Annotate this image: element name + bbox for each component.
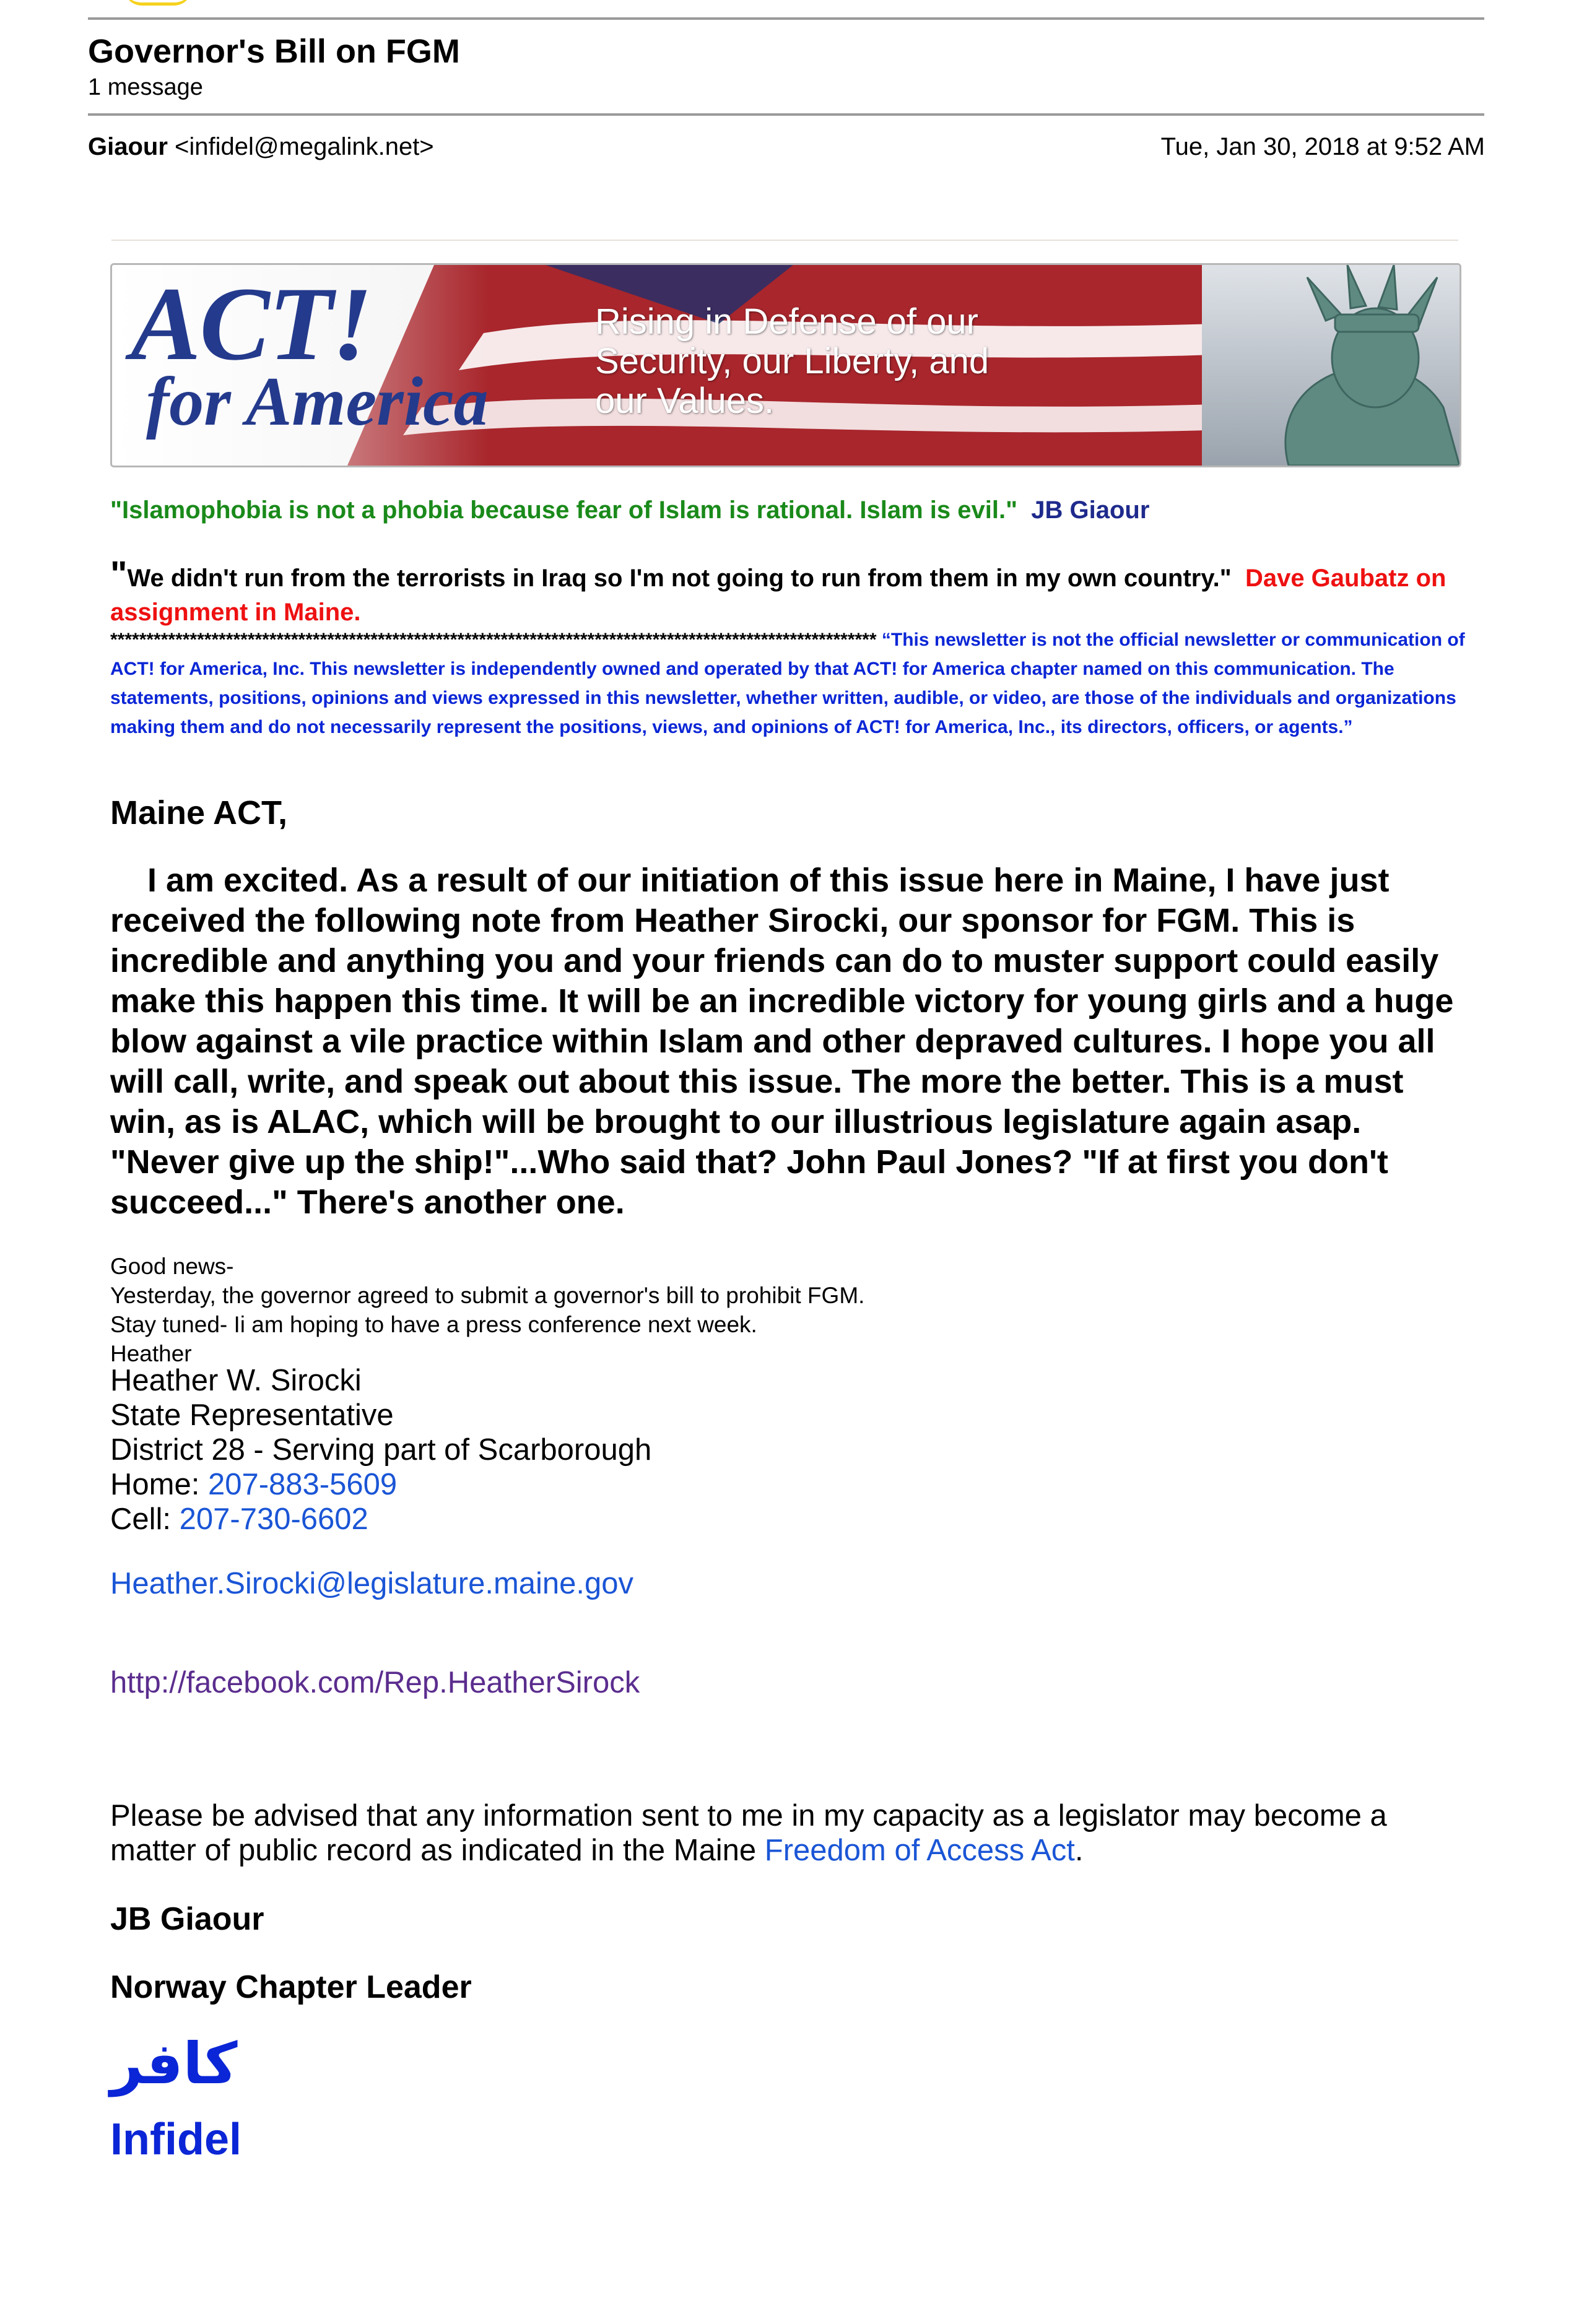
quote-1-author: JB Giaour <box>1031 496 1150 524</box>
signature-title: State Representative <box>110 1398 394 1432</box>
closing-name: JB Giaour <box>110 1901 264 1937</box>
sender-name: Giaour <box>88 133 168 160</box>
sender[interactable] <box>88 133 434 161</box>
disclaimer-text: “This newsletter is not the official newsletter or communication of ACT! for America, Inc. This newsletter is independently owned and operated by that ACT! for America chapter named on this communication. The statements, positions, opinions and views expressed in this newsletter, whether written, audible, or video, are those of the individuals and organizations making them and do not necessarily represent the positions, views, and opinions of ACT! for America, Inc., its directors, officers, or agents.” <box>110 630 1465 737</box>
act-for-america-banner <box>110 263 1461 467</box>
cell-label: Cell: <box>110 1502 180 1536</box>
body-paragraph: I am excited. As a result of our initiation of this issue here in Maine, I have just received the following note from Heather Sirocki, our sponsor for FGM. This is incredible and anything you and your friends can do to muster support could easily make this happen this time. It will be an incredible victory for young girls and a huge blow against a vile practice within Islam and other depraved cultures. I hope you all will call, write, and speak out about this issue. The more the better. This is a must win, as is ALAC, which will be brought to our illustrious legislature again asap. "Never give up the ship!"...Who said that? John Paul Jones? "If at first you don't succeed..." There's another one. <box>110 862 1454 1221</box>
freedom-of-access-act-link[interactable]: Freedom of Access Act <box>764 1834 1075 1867</box>
closing-role: Norway Chapter Leader <box>110 1969 472 2005</box>
note-line-2: Yesterday, the governor agreed to submit a governor's bill to prohibit FGM. <box>110 1283 865 1308</box>
home-label: Home: <box>110 1468 208 1501</box>
closing-arabic-word: كافر <box>110 2031 238 2097</box>
forwarded-note <box>110 1252 864 1368</box>
header-divider <box>88 113 1484 116</box>
content-divider <box>111 240 1458 241</box>
closing-english-word: Infidel <box>110 2115 241 2164</box>
email-subject: Governor's Bill on FGM <box>88 33 460 70</box>
quote-2-text: We didn't run from the terrorists in Iraq so I'm not going to run from them in my own country." <box>127 565 1232 592</box>
note-line-3: Stay tuned- Ii am hoping to have a press conference next week. <box>110 1312 757 1337</box>
quote-islamophobia <box>110 496 1149 524</box>
signature-cell <box>110 1502 651 1537</box>
signature-home <box>110 1467 651 1502</box>
header-logo-arc <box>124 0 192 6</box>
quote-2-open-mark: " <box>110 554 128 594</box>
body-greeting: Maine ACT, <box>110 794 288 831</box>
note-line-1: Good news- <box>110 1254 234 1279</box>
newsletter-disclaimer <box>110 625 1466 742</box>
banner-tagline: Rising in Defense of our Security, our Liberty, and our Values. <box>595 301 990 421</box>
home-phone-link[interactable]: 207-883-5609 <box>207 1468 398 1501</box>
quote-terrorists <box>110 554 1469 630</box>
banner-subtitle: for America <box>146 363 489 440</box>
quote-2-author: Dave Gaubatz on assignment in Maine. <box>110 565 1446 626</box>
signature-name: Heather W. Sirocki <box>110 1364 362 1397</box>
note-line-4: Heather <box>110 1341 192 1366</box>
sender-address: <infidel@megalink.net> <box>175 133 434 160</box>
advisory-end: . <box>1074 1834 1084 1867</box>
top-divider <box>88 17 1484 20</box>
legislator-signature <box>110 1363 651 1537</box>
quote-1-text: "Islamophobia is not a phobia because fear of Islam is rational. Islam is evil." <box>110 496 1018 524</box>
legislator-email-link[interactable]: Heather.Sirocki@legislature.maine.gov <box>110 1567 634 1600</box>
facebook-link[interactable]: http://facebook.com/Rep.HeatherSirock <box>110 1666 640 1699</box>
public-record-advisory <box>110 1798 1469 1868</box>
cell-phone-link[interactable]: 207-730-6602 <box>179 1502 368 1536</box>
disclaimer-asterisks: ********************************************************************************************************** <box>110 630 877 650</box>
signature-district: District 28 - Serving part of Scarborough <box>110 1433 652 1467</box>
advisory-text: Please be advised that any information sent to me in my capacity as a legislator may become a matter of public record as indicated in the Maine <box>110 1799 1387 1867</box>
banner-title: ACT! <box>131 266 372 382</box>
message-count: 1 message <box>88 74 203 100</box>
email-date: Tue, Jan 30, 2018 at 9:52 AM <box>1160 133 1485 160</box>
